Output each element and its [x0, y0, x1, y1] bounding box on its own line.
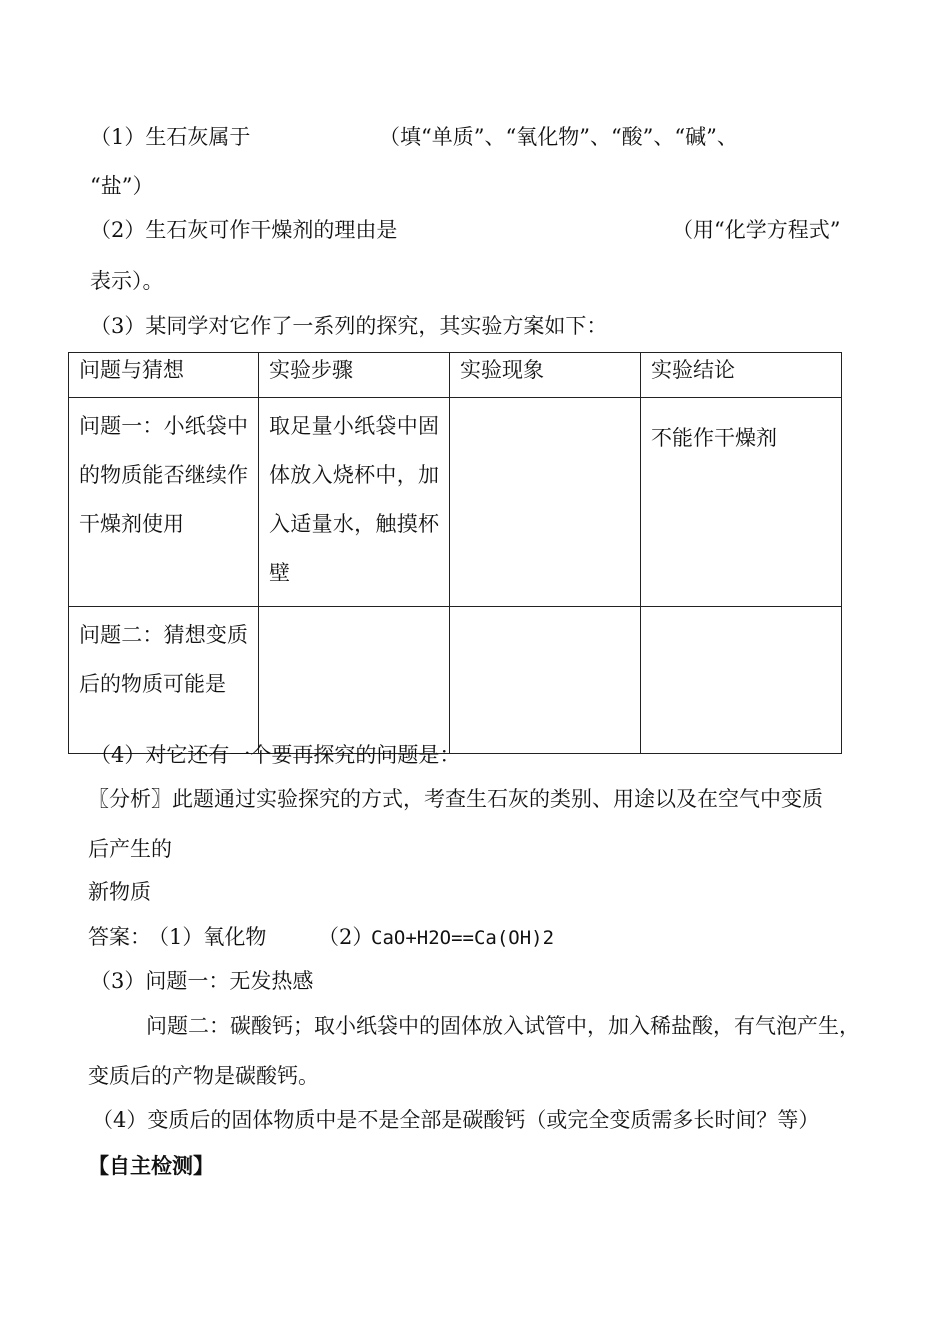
q2-text: （2）生石灰可作干燥剂的理由是	[90, 218, 398, 242]
q1-text: （1）生石灰属于	[90, 125, 251, 149]
analysis-line-2: 后产生的	[88, 837, 172, 861]
analysis-line-3: 新物质	[88, 880, 151, 904]
header-question: 问题与猜想	[69, 353, 259, 398]
cell-conclusion-2[interactable]	[641, 607, 842, 754]
q3-intro: （3）某同学对它作了一系列的探究，其实验方案如下：	[90, 314, 608, 338]
cell-steps-2[interactable]	[259, 607, 450, 754]
cell-steps-1: 取足量小纸袋中固体放入烧杯中，加入适量水，触摸杯壁	[259, 398, 450, 607]
answer-2-equation: CaO+H2O==Ca(OH)2	[371, 927, 555, 949]
q4-text: （4）对它还有一个要再探究的问题是：	[90, 743, 461, 767]
cell-conclusion-1: 不能作干燥剂	[641, 398, 842, 607]
header-conclusion: 实验结论	[641, 353, 842, 398]
analysis-line-1: 〖分析〗此题通过实验探究的方式，考查生石灰的类别、用途以及在空气中变质	[88, 787, 823, 811]
table-header-row	[69, 353, 842, 398]
cell-question-2: 问题二：猜想变质后的物质可能是	[69, 607, 259, 754]
cell-phenomenon-2[interactable]	[450, 607, 641, 754]
q1-options-cont: “盐”）	[90, 174, 154, 198]
table-row	[69, 398, 842, 607]
answer-3: （3）问题一：无发热感	[90, 969, 314, 993]
answer-4: （4）变质后的固体物质中是不是全部是碳酸钙（或完全变质需多长时间？等）	[92, 1108, 820, 1132]
answer-label: 答案：	[88, 925, 151, 949]
q1-blank[interactable]	[265, 125, 375, 149]
q1-options: （填“单质”、“氧化物”、“酸”、“碱”、	[379, 125, 738, 149]
answer-1: （1）氧化物	[148, 925, 267, 949]
cell-question-1: 问题一：小纸袋中的物质能否继续作干燥剂使用	[69, 398, 259, 607]
q2-blank[interactable]	[410, 218, 665, 242]
section-title: 【自主检测】	[88, 1153, 214, 1178]
answer-3-question-2-cont: 变质后的产物是碳酸钙。	[88, 1064, 319, 1088]
table-row	[69, 607, 842, 754]
cell-phenomenon-1[interactable]	[450, 398, 641, 607]
q2-hint-cont: 表示）。	[90, 269, 164, 293]
header-phenomenon: 实验现象	[450, 353, 641, 398]
q2-hint: （用“化学方程式”	[672, 218, 841, 242]
header-steps: 实验步骤	[259, 353, 450, 398]
experiment-table	[68, 352, 842, 754]
answer-2-prefix: （2）	[318, 925, 374, 949]
answer-3-question-2: 问题二：碳酸钙；取小纸袋中的固体放入试管中，加入稀盐酸，有气泡产生，	[146, 1014, 860, 1038]
